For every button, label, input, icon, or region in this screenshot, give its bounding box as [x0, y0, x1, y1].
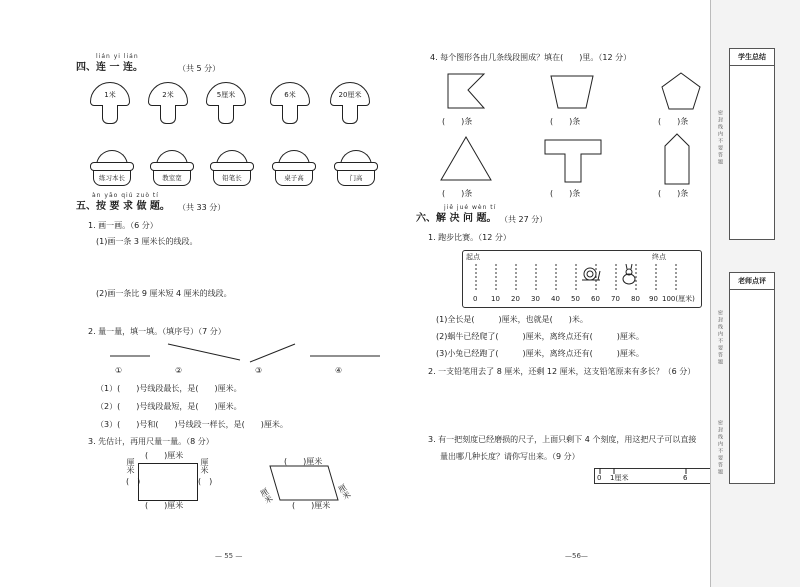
tick-80: 80: [631, 295, 640, 303]
basket-label: 教室宽: [162, 174, 182, 182]
s5-q1: 1. 画一画。（6 分）: [88, 221, 158, 230]
rect-left-label[interactable]: 厘米: [126, 458, 135, 474]
t-shape-figure: [543, 138, 603, 184]
mushroom-label: 2米: [162, 91, 174, 99]
s4-title: 四、连 一 连。: [76, 62, 143, 73]
s5-q2b[interactable]: （2）( )号线段最短，是( )厘米。: [96, 402, 242, 411]
tick-0: 0: [473, 295, 478, 303]
segment-mark-2: ②: [175, 366, 183, 375]
s5-q1a: (1)画一条 3 厘米长的线段。: [96, 237, 198, 246]
s6-q1c[interactable]: (3)小兔已经跑了( )厘米，离终点还有( )厘米。: [436, 349, 644, 358]
para-top-label[interactable]: ( )厘米: [284, 457, 323, 466]
s6-q1: 1. 跑步比赛。（12 分）: [428, 233, 511, 242]
teacher-comment-title: 老师点评: [730, 273, 774, 290]
basket-3[interactable]: [210, 150, 254, 188]
mushroom-1[interactable]: [90, 82, 130, 126]
tick-100: 100(厘米): [662, 295, 695, 303]
shape5-blank[interactable]: ( )条: [550, 189, 581, 198]
mushroom-4[interactable]: [270, 82, 310, 126]
s5-pinyin: àn yāo qiú zuò tí: [92, 192, 159, 199]
segment-mark-4: ④: [335, 366, 343, 375]
rectangle-figure: [138, 463, 198, 501]
ruler-label-1: 1厘米: [610, 474, 629, 482]
mushroom-2[interactable]: [148, 82, 188, 126]
basket-1[interactable]: [90, 150, 134, 188]
trapezoid-figure: [548, 72, 598, 112]
tick-30: 30: [531, 295, 540, 303]
basket-label: 门高: [349, 174, 363, 182]
basket-label: 桌子高: [284, 174, 304, 182]
mushroom-3[interactable]: [206, 82, 246, 126]
basket-2[interactable]: [150, 150, 194, 188]
mushroom-label: 6米: [284, 91, 296, 99]
tick-70: 70: [611, 295, 620, 303]
fold-text-1: 密封线内不要答题: [717, 110, 723, 166]
start-label: 起点: [466, 253, 480, 261]
snail-icon: [580, 266, 602, 282]
s5-q2: 2. 量一量，填一填。（填序号）（7 分）: [88, 327, 226, 336]
house-shape-figure: [662, 132, 692, 186]
ruler-label-6: 6: [683, 474, 688, 482]
mushroom-label: 5厘米: [216, 91, 236, 99]
s6-title: 六、解 决 问 题。: [416, 213, 497, 224]
segment-mark-1: ①: [115, 366, 123, 375]
tick-10: 10: [491, 295, 500, 303]
s5-q1b: (2)画一条比 9 厘米短 4 厘米的线段。: [96, 289, 232, 298]
student-summary-title: 学生总结: [730, 49, 774, 66]
rect-top-label[interactable]: ( )厘米: [145, 451, 184, 460]
notched-shape-figure: [440, 72, 490, 112]
s6-q2: 2. 一支铅笔用去了 8 厘米，还剩 12 厘米，这支铅笔原来有多长？（6 分）: [428, 367, 696, 376]
s6-q1b[interactable]: (2)蜗牛已经爬了( )厘米，离终点还有( )厘米。: [436, 332, 644, 341]
shape2-blank[interactable]: ( )条: [550, 117, 581, 126]
s6-q3-line2: 量出哪几种长度？请你写出来。（9 分）: [440, 452, 580, 461]
s5-title: 五、按 要 求 做 题。: [76, 201, 170, 212]
mushroom-label: 20厘米: [338, 91, 362, 99]
tick-20: 20: [511, 295, 520, 303]
shape6-blank[interactable]: ( )条: [658, 189, 689, 198]
page-number-left: — 55 —: [215, 552, 243, 560]
mushroom-label: 1米: [104, 91, 116, 99]
ruler-label-0: 0: [597, 474, 602, 482]
basket-label: 练习本长: [99, 174, 125, 182]
s6-score: （共 27 分）: [500, 215, 548, 224]
s4-pinyin: lián yi lián: [96, 53, 139, 60]
s6-q3-line1: 3. 有一把刻度已经磨损的尺子，上面只剩下 4 个刻度，用这把尺子可以直接: [428, 435, 697, 444]
para-left-label[interactable]: 厘米: [258, 486, 275, 505]
triangle-figure: [438, 134, 494, 184]
pentagon-figure: [658, 70, 704, 114]
s5-score: （共 33 分）: [178, 203, 226, 212]
para-bottom-label[interactable]: ( )厘米: [292, 501, 331, 510]
right-page: [400, 0, 710, 587]
finish-label: 终点: [652, 253, 666, 261]
binding-sidebar: [710, 0, 800, 587]
fold-text-2: 密封线内不要答题: [717, 310, 723, 366]
tick-50: 50: [571, 295, 580, 303]
s4-score: （共 5 分）: [178, 64, 221, 73]
student-summary-box[interactable]: [729, 48, 775, 240]
rect-bottom-label[interactable]: ( )厘米: [145, 501, 184, 510]
s5-q2c[interactable]: （3）( )号和( )号线段一样长，是( )厘米。: [96, 420, 288, 429]
page-number-right: —56—: [565, 552, 588, 560]
tick-40: 40: [551, 295, 560, 303]
shape3-blank[interactable]: ( )条: [658, 117, 689, 126]
s5-q3: 3. 先估计，再用尺量一量。（8 分）: [88, 437, 214, 446]
shape1-blank[interactable]: ( )条: [442, 117, 473, 126]
rabbit-icon: [620, 264, 638, 286]
basket-label: 铅笔长: [222, 174, 242, 182]
basket-5[interactable]: [334, 150, 378, 188]
para-right-label[interactable]: 厘米: [336, 482, 353, 501]
s5-q2a[interactable]: （1）( )号线段最长，是( )厘米。: [96, 384, 242, 393]
segment-mark-3: ③: [255, 366, 263, 375]
fold-text-3: 密封线内不要答题: [717, 420, 723, 476]
s6-pinyin: jiě jué wèn tí: [444, 204, 497, 211]
q4-text: 4. 每个图形各由几条线段围成？填在( )里。（12 分）: [430, 53, 632, 62]
s6-q1a[interactable]: (1)全长是( )厘米，也就是( )米。: [436, 315, 588, 324]
rect-right-paren: ( ): [198, 477, 213, 486]
line-segments-figure: [90, 338, 390, 378]
tick-60: 60: [591, 295, 600, 303]
rect-left-paren: ( ): [126, 477, 141, 486]
rect-right-label[interactable]: 厘米: [200, 458, 209, 474]
teacher-comment-box[interactable]: [729, 272, 775, 484]
basket-4[interactable]: [272, 150, 316, 188]
shape4-blank[interactable]: ( )条: [442, 189, 473, 198]
tick-90: 90: [649, 295, 658, 303]
mushroom-5[interactable]: [330, 82, 370, 126]
